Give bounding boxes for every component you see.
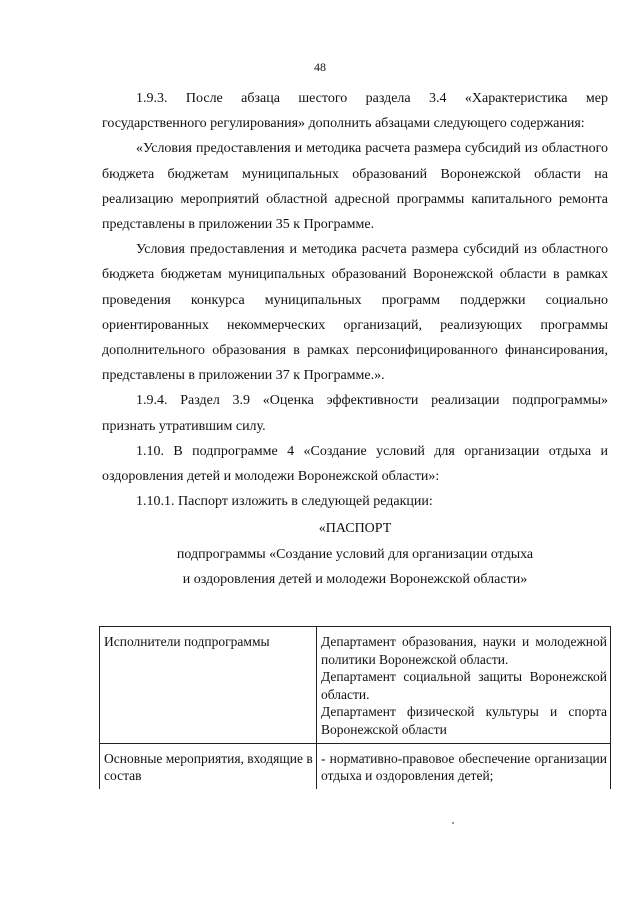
- paragraph-quoted-capital-repair: «Условия предоставления и методика расчета размера субсидий из областного бюджета бюджетам муниципальных образований Воронежской области на реализацию мероприятий областной адресной программы капитального ремонта представлены в приложении 35 к Программе.: [102, 141, 608, 233]
- passport-subtitle-line-2: и оздоровления детей и молодежи Воронежской области»: [182, 571, 528, 587]
- table-row: [100, 743, 611, 789]
- page-number: 48: [314, 60, 326, 74]
- activity-legal-support: - нормативно-правовое обеспечение организации отдыха и оздоровления детей;: [321, 750, 607, 784]
- paragraph-1-10: 1.10. В подпрограмме 4 «Создание условий для организации отдыха и оздоровления детей и молодежи Воронежской области»:: [102, 443, 608, 485]
- paragraph-1-10-1: 1.10.1. Паспорт изложить в следующей редакции:: [136, 494, 433, 510]
- paragraph-1-9-4: 1.9.4. Раздел 3.9 «Оценка эффективности реализации подпрограммы» признать утратившим силу.: [102, 393, 608, 434]
- paragraph-1-9-3: 1.9.3. После абзаца шестого раздела 3.4 «Характеристика мер государственного регулирования» дополнить абзацами следующего содержания:: [102, 91, 608, 132]
- row-value-main-activities: [317, 743, 611, 789]
- row-label-main-activities: Основные мероприятия, входящие в состав: [100, 743, 317, 789]
- scan-speck: [452, 822, 454, 824]
- document-body: [102, 86, 608, 592]
- row-label-executors: Исполнители подпрограммы: [100, 627, 317, 744]
- paragraph-quoted-nonprofit: Условия предоставления и методика расчета размера субсидий из областного бюджета бюджетам муниципальных образований Воронежской области в рамках проведения конкурса муниципальных программ поддержки социально ориентированных некоммерческих организаций, реализующих программы дополнительного образования в рамках персонифицированного финансирования, представлены в приложении 37 к Программе.».: [102, 242, 608, 384]
- passport-table: [99, 626, 611, 789]
- executor-social-dept: Департамент социальной защиты Воронежской области.: [321, 669, 607, 702]
- executor-education-dept: Департамент образования, науки и молодежной политики Воронежской области.: [321, 634, 607, 667]
- table-row: [100, 627, 611, 744]
- passport-heading: «ПАСПОРТ: [318, 521, 392, 537]
- row-value-executors: [317, 627, 611, 744]
- executor-sport-dept: Департамент физической культуры и спорта Воронежской области: [321, 704, 607, 737]
- passport-subtitle-line-1: подпрограммы «Создание условий для организации отдыха: [176, 546, 534, 562]
